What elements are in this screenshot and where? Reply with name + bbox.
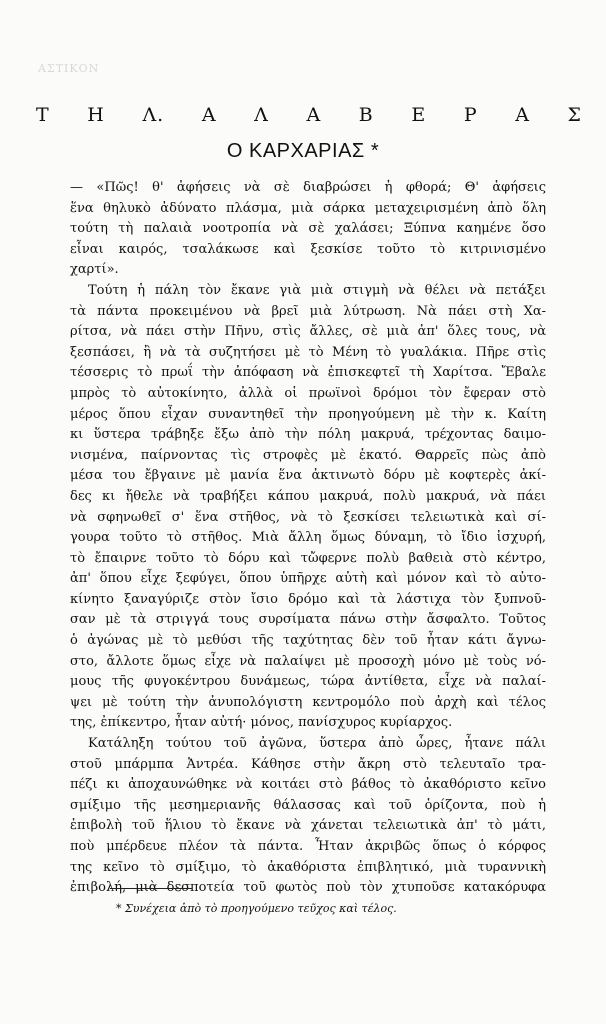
footnote: * Συνέχεια ἀπὸ τὸ προηγούμενο τεῦχος καὶ τέλος. [116, 902, 397, 915]
text-line: τέσσερις τὸ πρωΐ τὴν ἀπόφαση νὰ ἐπισκεφτεῖ τὴ Χαρίτσα. Ἔβαλε [70, 365, 546, 381]
text-line: μους τῆς φυγοκέντρου δυνάμεως, τώρα ἀντίθετα, εἶχε νὰ παλαί- [70, 674, 546, 690]
author-letter: Β [358, 104, 374, 126]
text-line: χαρτί». [70, 262, 119, 278]
author-letter: Η [87, 104, 105, 126]
text-line: σαν μὲ τὰ στριγγά τους συρσίματα πάνω στὴν ἄσφαλτο. Τοῦτος [70, 612, 546, 628]
story-title: Ο ΚΑΡΧΑΡΙΑΣ * [226, 140, 380, 162]
author-letter: Ε [411, 104, 427, 126]
text-line: δες κι ἤθελε νὰ τραβήξει κάπου μακρυά, πολὺ μακρυά, νὰ πάει [70, 488, 546, 504]
text-line: τὸ ἔπαιρνε τοῦτο τὸ δόρυ καὶ τὤφερνε πολὺ βαθειὰ στὸ κέντρο, [70, 550, 546, 566]
author-letter: Α [515, 104, 530, 126]
text-line: ρίτσα, νὰ πάει στὴν Πῆνυ, στὶς ἄλλες, σὲ μιὰ ἀπ' ὅλες τους, νὰ [70, 324, 546, 340]
text-line: ψει μὲ τούτη τὴν ἀνυπολόγιστη κεντρομόλο ποὺ ἀρχὴ καὶ τέλος [70, 694, 546, 710]
footnote-divider [110, 888, 192, 889]
text-line: τούτη τὴ παλαιὰ νοοτροπία νὰ σὲ χαλάσει; Ξύπνα καημένε ὅσο [70, 221, 546, 237]
text-line: στο, ἄλλοτε ὅμως εἶχε νὰ παλαίψει μὲ προσοχὴ μόνο μὲ τοὺς νό- [70, 653, 546, 669]
text-line: ἐπιβολὴ τοῦ ἥλιου τὸ ἔκανε νὰ χάνεται τελειωτικὰ ἀπ' τὸ μάτι, [70, 818, 546, 834]
faint-stamp: ΑΣΤΙΚΟΝ [38, 62, 100, 75]
text-line: μπρὸς τὸ αὐτοκίνητο, ἀλλὰ οἱ πρωϊνοὶ δρόμοι τὸν ἔφεραν στὸ [70, 385, 546, 401]
text-line: στοῦ μπάρμπα Ἀντρέα. Κάθησε στὴν ἄκρη στὸ τελευταῖο τρα- [70, 756, 546, 772]
author-letter: Α [306, 104, 322, 126]
text-line: ἕνα θηλυκὸ ἀδύνατο πλάσμα, μιὰ σάρκα μεταχειρισμένη ἀπὸ ὅλη [70, 200, 546, 216]
text-line: μέσα του ἔβγαινε μὲ μανία ἕνα ἀκτινωτὸ δόρυ μὲ κοφτερὲς ἀκί- [70, 468, 546, 484]
author-letter: Τ [36, 104, 50, 126]
text-line: ἀπ' ὅπου εἶχε ξεφύγει, ὅπου ὑπῆρχε αὐτὴ καὶ μόνον καὶ τὸ αὐτο- [70, 571, 546, 587]
text-line: ποὺ μπέρδευε πλέον τὰ πάντα. Ἦταν ἀκριβῶς ὅπως ὁ κόρφος [70, 839, 546, 854]
text-line: ἐπιβολή, μιὰ δεσποτεία τοῦ φωτὸς ποὺ τὸν χτυποῦσε κατακόρυφα [70, 880, 546, 896]
text-line: κι ὕστερα τράβηξε ἔξω ἀπὸ τὴν πόλη μακρυά, τρέχοντας δαιμο- [70, 427, 546, 443]
text-line: πέζι κι ἀποχαυνώθηκε νὰ κοιτάει στὸ βάθος τὸ ἀκαθόριστο κεῖνο [70, 777, 546, 793]
text-line: κίνητο ξαναγύριζε στὸν ἴσιο δρόμο καὶ τὰ λάστιχα τὸν ξυπνοῦ- [70, 591, 546, 607]
author-name [36, 104, 582, 126]
text-line: της, ἐπίκεντρο, ἦταν αὐτή· μόνος, πανίσχυρος κυρίαρχος. [70, 715, 453, 731]
text-line: νὰ σφηνωθεῖ σ' ἕνα στῆθος, νὰ τὸ ξεσκίσει τελειωτικὰ καὶ σί- [70, 509, 546, 525]
text-line: Κατάληξη τούτου τοῦ ἀγῶνα, ὕστερα ἀπὸ ὧρες, ἦτανε πάλι [88, 736, 546, 752]
text-line: τὰ πάντα προκειμένου νὰ βρεῖ μιὰ λύτρωση. Νὰ πάει στὴ Χα- [70, 303, 546, 319]
text-line: — «Πῶς! θ' ἀφήσεις νὰ σὲ διαβρώσει ἡ φθορά; Θ' ἀφήσεις [70, 180, 546, 195]
text-line: γουρα τοῦτο τὸ στῆθος. Μιὰ ἄλλη ὅμως δύναμη, τὸ ἴδιο ἰσχυρή, [70, 530, 546, 546]
text-line: της κεῖνο τὸ σμίξιμο, τὸ ἀκαθόριστα ἐπιβλητικό, μιὰ τυραννικὴ [70, 859, 546, 875]
text-line: σμίξιμο τῆς μεσημεριανῆς θάλασσας καὶ τοῦ ὁρίζοντα, ποὺ ἡ [70, 797, 546, 813]
text-line: εἶναι καιρός, τσαλάκωσε καὶ ξεσκίσε τοῦτο τὸ κιτρινισμένο [70, 241, 546, 257]
text-line: Τούτη ἡ πάλη τὸν ἔκανε γιὰ μιὰ στιγμὴ νὰ θέλει νὰ πετάξει [88, 282, 546, 298]
author-letter: Α [201, 104, 217, 126]
author-letter: Λ [254, 104, 269, 126]
author-letter: Ρ [463, 104, 478, 126]
author-letter: Λ. [142, 104, 165, 126]
author-letter: Σ [567, 104, 582, 126]
text-line: νισμένα, παίρνοντας τὶς στροφὲς μὲ ἑκατό. Θαρρεῖς πὼς ἀπὸ [70, 447, 546, 463]
text-line: ξεσπάσει, ἢ νὰ τὰ συζητήσει μὲ τὸ Μένη τὸ γυαλάκια. Πῆρε στὶς [70, 344, 546, 360]
text-line: ὁ ἀγώνας μὲ τὸ μεθύσι τῆς ταχύτητας δὲν τοῦ ἦταν κάτι ἄγνω- [70, 633, 546, 649]
text-line: μέρος ὅπου εἶχαν συναντηθεῖ τὴν προηγούμενη μὲ τὴν κ. Καίτη [70, 406, 546, 422]
story-body [70, 178, 546, 899]
